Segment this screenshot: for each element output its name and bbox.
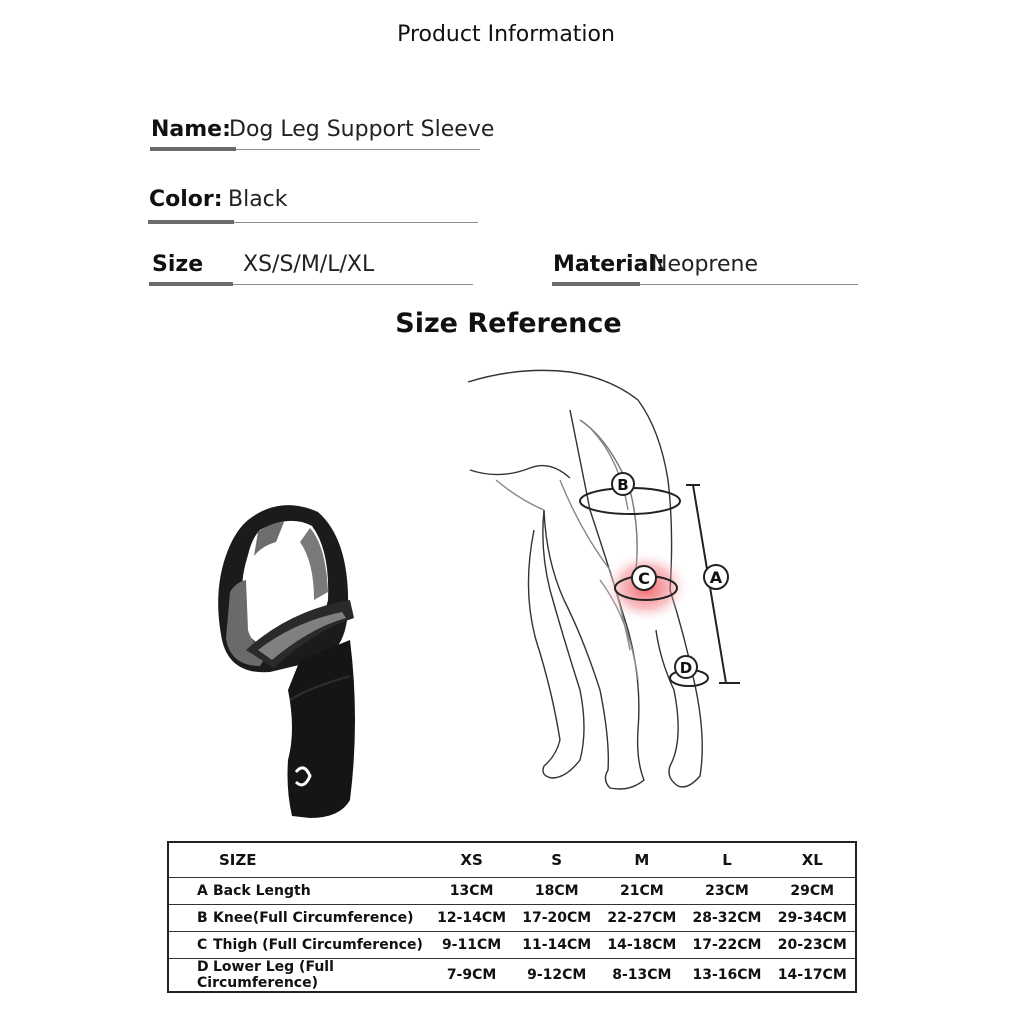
table-cell: 13-16CM — [692, 967, 762, 983]
header-xs: XS — [460, 851, 483, 869]
row-letter: C — [197, 937, 208, 953]
table-cell: 14-17CM — [777, 967, 847, 983]
color-label: Color: — [149, 187, 223, 212]
material-value: Neoprene — [651, 252, 758, 277]
size-reference-heading: Size Reference — [395, 308, 622, 339]
table-cell: 11-14CM — [522, 937, 592, 953]
table-cell: 28-32CM — [692, 910, 762, 926]
header-size: SIZE — [219, 851, 257, 869]
table-cell: 17-22CM — [692, 937, 762, 953]
color-underline-accent — [148, 220, 234, 224]
marker-a-badge — [704, 565, 728, 589]
size-underline-accent — [149, 282, 233, 286]
table-cell: 18CM — [534, 883, 579, 899]
name-underline-accent — [150, 147, 236, 151]
header-xl: XL — [801, 851, 823, 869]
header-m: M — [634, 851, 650, 869]
color-value: Black — [228, 187, 288, 212]
table-cell: 8-13CM — [612, 967, 672, 983]
row-letter: B — [197, 910, 208, 926]
table-row — [168, 878, 856, 905]
marker-b-label: B — [617, 476, 629, 494]
table-cell: 9-11CM — [441, 937, 502, 953]
row-label: Back Length — [213, 883, 311, 899]
table-cell: 7-9CM — [446, 967, 497, 983]
marker-d-badge — [675, 656, 697, 678]
table-cell: 22-27CM — [607, 910, 677, 926]
material-label: Material: — [553, 252, 665, 277]
table-cell: 17-20CM — [522, 910, 592, 926]
table-row — [168, 932, 856, 959]
size-value: XS/S/M/L/XL — [243, 252, 375, 277]
table-cell: 20-23CM — [777, 937, 847, 953]
marker-c-badge — [632, 566, 656, 590]
header-l: L — [722, 851, 732, 869]
table-cell: 12-14CM — [437, 910, 507, 926]
product-sleeve-image — [200, 500, 370, 820]
table-cell: 21CM — [620, 883, 664, 899]
table-cell: 29CM — [790, 883, 835, 899]
dog-leg-diagram — [460, 360, 750, 800]
material-underline-accent — [552, 282, 640, 286]
page-title: Product Information — [397, 22, 615, 47]
row-label: Lower Leg (Full Circumference) — [197, 959, 334, 991]
marker-c-label: C — [638, 569, 650, 588]
size-label: Size — [152, 252, 204, 277]
table-cell: 13CM — [449, 883, 494, 899]
row-letter: D — [197, 959, 209, 975]
marker-d-label: D — [679, 659, 693, 677]
row-label: Knee(Full Circumference) — [213, 910, 414, 926]
name-value: Dog Leg Support Sleeve — [229, 117, 495, 142]
table-row — [168, 959, 856, 993]
table-cell: 29-34CM — [777, 910, 847, 926]
table-row — [168, 905, 856, 932]
header-s: S — [551, 851, 563, 869]
marker-a-label: A — [709, 568, 723, 587]
row-letter: A — [197, 883, 208, 899]
marker-b-badge — [612, 473, 634, 495]
table-header-row — [168, 842, 856, 878]
size-table — [167, 841, 857, 993]
name-label: Name: — [151, 117, 231, 142]
table-cell: 14-18CM — [607, 937, 677, 953]
table-cell: 9-12CM — [527, 967, 587, 983]
row-label: Thigh (Full Circumference) — [213, 937, 423, 953]
table-cell: 23CM — [705, 883, 749, 899]
